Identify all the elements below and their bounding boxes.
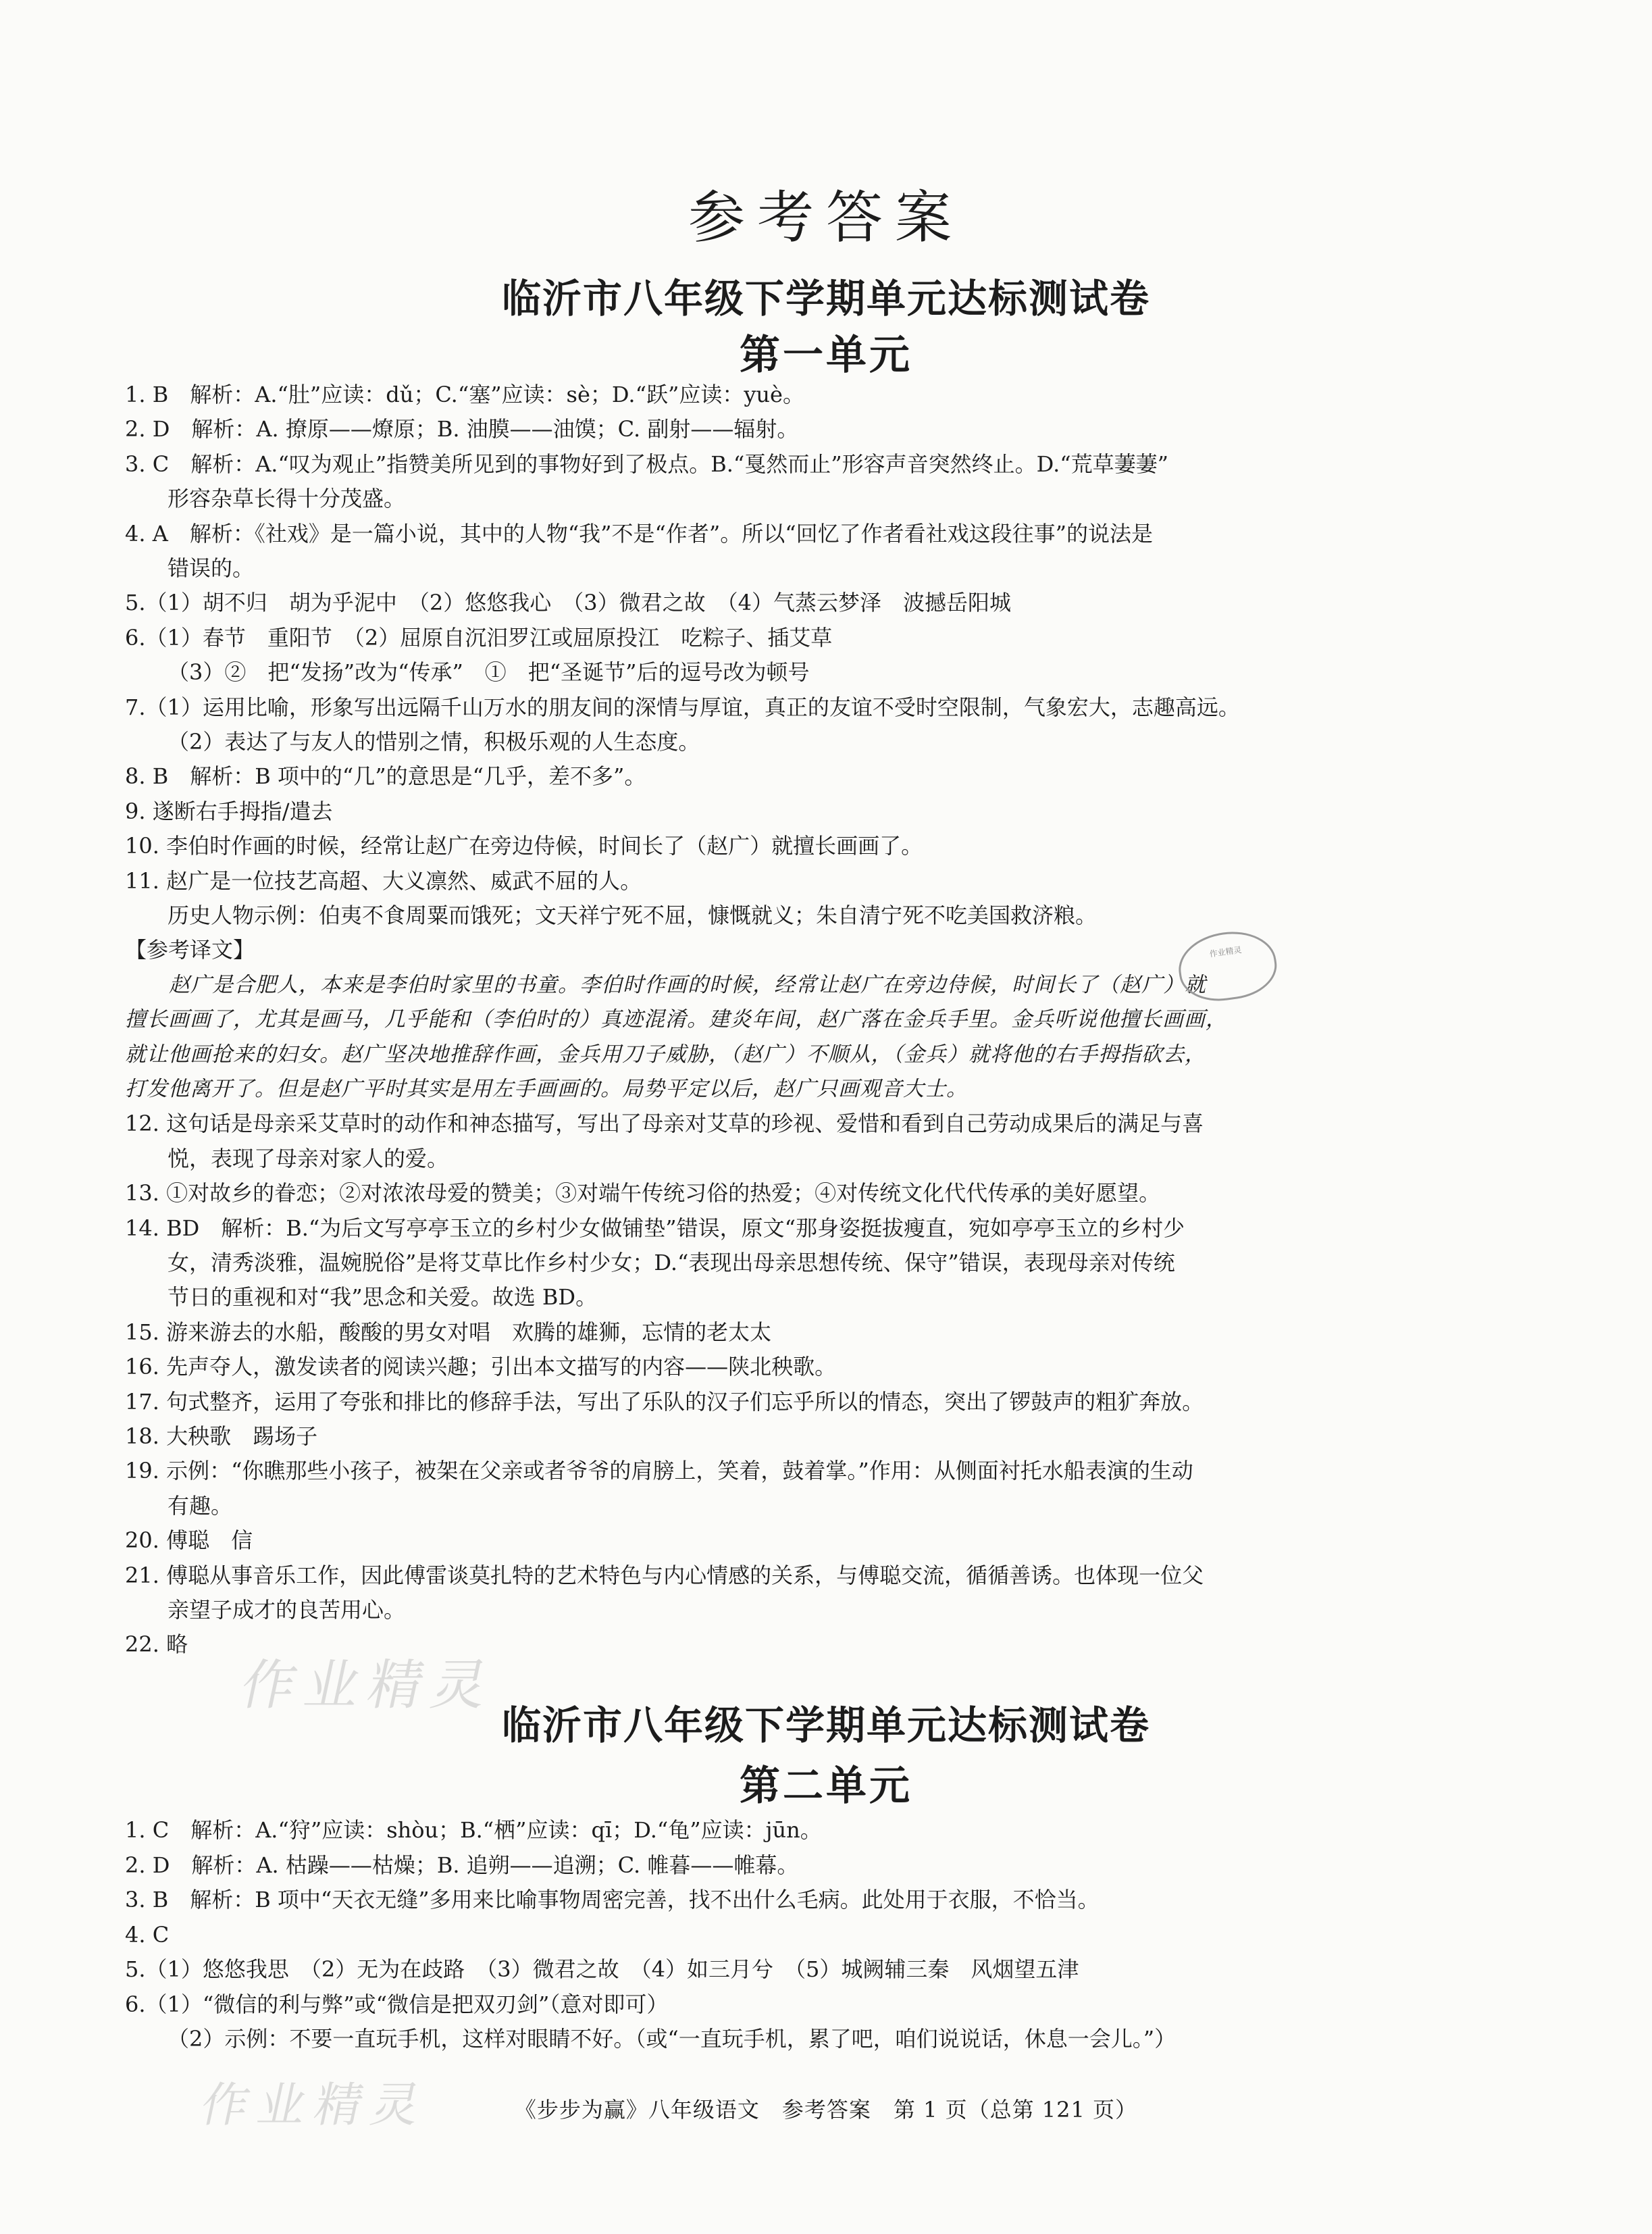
answer-line: 21. 傅聪从事音乐工作，因此傅雷谈莫扎特的艺术特色与内心情感的关系，与傅聪交流，循循善诱。也体现一位父 [125,1562,1204,1588]
page-title: 参考答案 [688,184,964,251]
answer-line: 9. 遂断右手拇指/遣去 [125,798,333,824]
answer-line: 17. 句式整齐，运用了夸张和排比的修辞手法，写出了乐队的汉子们忘乎所以的情态，突出了锣鼓声的粗犷奔放。 [125,1388,1204,1415]
answer-line: 7.（1）运用比喻，形象写出远隔千山万水的朋友间的深情与厚谊，真正的友谊不受时空限制，气象宏大，志趣高远。 [125,694,1240,720]
answer-line: 14. BD 解析：B.“为后文写亭亭玉立的乡村少女做铺垫”错误，原文“那身姿挺拔瘦直，宛如亭亭玉立的乡村少 [125,1215,1185,1241]
answer-line: 悦，表现了母亲对家人的爱。 [167,1145,449,1171]
answer-line: 4. C [125,1921,170,1948]
answer-line: （2）表达了与友人的惜别之情，积极乐观的人生态度。 [167,729,700,755]
watermark-footer: 作业精灵 [196,2077,435,2133]
answer-line: 6.（1）“微信的利与弊”或“微信是把双刃剑”（意对即可） [125,1991,669,2017]
answer-line: 赵广是合肥人，本来是李伯时家里的书童。李伯时作画的时候，经常让赵广在旁边侍候，时间长了（赵广）就 [169,972,1206,997]
answer-line: 错误的。 [167,555,255,581]
section-heading-2: 临沂市八年级下学期单元达标测试卷 [501,1702,1150,1748]
answer-line: （3）② 把“发扬”改为“传承” ① 把“圣诞节”后的逗号改为顿号 [167,659,810,686]
answer-line: （2）示例：不要一直玩手机，这样对眼睛不好。（或“一直玩手机，累了吧，咱们说说话，休息一会儿。”） [167,2026,1177,2052]
section-heading-1: 临沂市八年级下学期单元达标测试卷 [501,276,1150,322]
answer-line: 10. 李伯时作画的时候，经常让赵广在旁边侍候，时间长了（赵广）就擅长画画了。 [125,833,923,859]
answer-line: 5.（1）悠悠我思 （2）无为在歧路 （3）微君之故 （4）如三月兮 （5）城阙辅三秦 风烟望五津 [125,1956,1079,1982]
answer-line: 1. C 解析：A.“狩”应读：shòu；B.“栖”应读：qī；D.“龟”应读：jūn。 [125,1817,822,1843]
seal-stamp: 作业精灵 [1175,925,1281,1006]
answer-line: 打发他离开了。但是赵广平时其实是用左手画画的。局势平定以后，赵广只画观音大士。 [125,1077,968,1101]
watermark: 作业精灵 [235,1654,503,1717]
answer-line: 2. D 解析：A. 撩原——燎原；B. 油膜——油馍；C. 副射——辐射。 [125,416,799,442]
answer-line: 就让他画抢来的妇女。赵广坚决地推辞作画，金兵用刀子威胁，（赵广）不顺从，（金兵）就将他的右手拇指砍去， [125,1042,1206,1067]
answer-line: 6.（1）春节 重阳节 （2）屈原自沉汨罗江或屈原投江 吃粽子、插艾草 [125,624,833,651]
answer-line: 22. 略 [125,1631,188,1658]
answer-line: 19. 示例：“你瞧那些小孩子，被架在父亲或者爷爷的肩膀上，笑着，鼓着掌。”作用：从侧面衬托水船表演的生动 [125,1458,1193,1484]
answer-line: 5.（1）胡不归 胡为乎泥中 （2）悠悠我心 （3）微君之故 （4）气蒸云梦泽 波撼岳阳城 [125,590,1011,616]
answer-line: 形容杂草长得十分茂盛。 [167,486,406,512]
answer-line: 20. 傅聪 信 [125,1527,253,1554]
answer-line: 13. ①对故乡的眷恋；②对浓浓母爱的赞美；③对端午传统习俗的热爱；④对传统文化代代传承的美好愿望。 [125,1180,1161,1207]
answer-line: 节日的重视和对“我”思念和关爱。故选 BD。 [167,1284,598,1311]
answer-line: 擅长画画了，尤其是画马，几乎能和（李伯时的）真迹混淆。建炎年间，赵广落在金兵手里。金兵听说他擅长画画， [125,1007,1227,1032]
answer-line: 2. D 解析：A. 枯躁——枯燥；B. 追朔——追溯；C. 帷暮——帷幕。 [125,1852,799,1878]
page-footer: 《步步为赢》八年级语文 参考答案 第 1 页（总第 121 页） [514,2097,1138,2123]
unit-title-1: 第一单元 [740,332,912,379]
answer-line: 【参考译文】 [125,937,255,963]
answer-line: 12. 这句话是母亲采艾草时的动作和神态描写，写出了母亲对艾草的珍视、爱惜和看到自己劳动成果后的满足与喜 [125,1111,1204,1137]
answer-line: 亲望子成才的良苦用心。 [167,1597,406,1623]
answer-line: 15. 游来游去的水船，酸酸的男女对唱 欢腾的雄狮，忘情的老太太 [125,1319,772,1345]
unit-title-2: 第二单元 [740,1762,912,1810]
answer-line: 16. 先声夺人，激发读者的阅读兴趣；引出本文描写的内容——陕北秧歌。 [125,1354,837,1380]
answer-line: 18. 大秧歌 踢场子 [125,1423,318,1449]
answer-line: 3. B 解析：B 项中“天衣无缝”多用来比喻事物周密完善，找不出什么毛病。此处用于衣服，不恰当。 [125,1887,1100,1912]
answer-line: 女，清秀淡雅，温婉脱俗”是将艾草比作乡村少女；D.“表现出母亲思想传统、保守”错误，表现母亲对传统 [167,1250,1175,1275]
answer-line: 3. C 解析：A.“叹为观止”指赞美所见到的事物好到了极点。B.“戛然而止”形容声音突然终止。D.“荒草萋萋” [125,451,1169,477]
answer-line: 11. 赵广是一位技艺高超、大义凛然、威武不屈的人。 [125,867,642,894]
answer-line: 8. B 解析：B 项中的“几”的意思是“几乎，差不多”。 [125,763,646,790]
answer-line: 1. B 解析：A.“肚”应读：dǔ；C.“塞”应读：sè；D.“跃”应读：yuè。 [125,382,804,407]
answer-line: 有趣。 [167,1492,233,1519]
answer-line: 4. A 解析：《社戏》是一篇小说，其中的人物“我”不是“作者”。所以“回忆了作者看社戏这段往事”的说法是 [125,520,1153,547]
answer-line: 历史人物示例：伯夷不食周粟而饿死；文天祥宁死不屈，慷慨就义；朱自清宁死不吃美国救济粮。 [167,903,1098,928]
